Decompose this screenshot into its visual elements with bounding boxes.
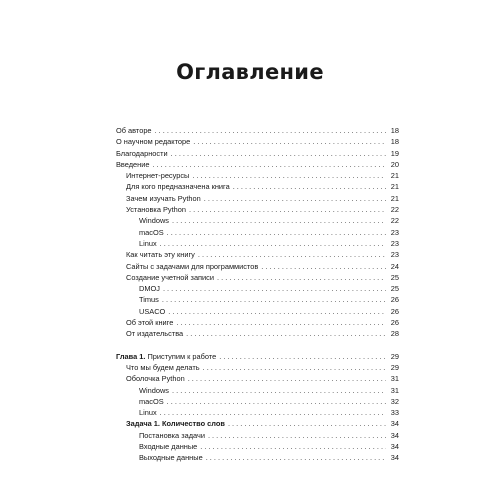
page-title: Оглавление: [176, 60, 324, 84]
leader-dots: [204, 193, 386, 204]
toc-entry-label: USACO: [139, 306, 166, 316]
task-title: Количество слов: [159, 419, 225, 429]
toc-entry-label: DMOJ: [139, 284, 160, 294]
toc-entry: [116, 407, 399, 418]
toc-entry: [116, 125, 399, 136]
toc-entry-label: Введение: [116, 159, 150, 169]
chapter-number: Глава 1.: [116, 351, 146, 361]
leader-dots: [167, 227, 386, 238]
toc-entry-label: Установка Python: [126, 205, 186, 215]
toc-entry-label: Timus: [139, 295, 159, 305]
toc-task-entries: [116, 430, 399, 464]
toc-entry-label: Оболочка Python: [126, 374, 185, 384]
toc-entry-page: 25: [390, 284, 399, 294]
toc-entry-page: 21: [390, 171, 399, 181]
toc-entry: [116, 362, 399, 373]
toc-entry: [116, 373, 399, 384]
leader-dots: [172, 385, 386, 396]
toc-entry-label: Как читать эту книгу: [126, 250, 195, 260]
leader-dots: [233, 181, 386, 192]
toc-entry-label: Что мы будем делать: [126, 362, 200, 372]
toc-chapter-heading: [116, 351, 399, 362]
toc-entry-page: 22: [390, 205, 399, 215]
leader-dots: [176, 317, 386, 328]
leader-dots: [167, 396, 386, 407]
toc-entry-page: 18: [390, 137, 399, 147]
toc-entry: [116, 227, 399, 238]
leader-dots: [189, 204, 386, 215]
toc-chapter-entries: [116, 362, 399, 418]
toc-entry-label: Linux: [139, 408, 157, 418]
toc-entry: [116, 396, 399, 407]
toc-entry-label: Зачем изучать Python: [126, 193, 201, 203]
toc-entry: [116, 261, 399, 272]
toc-entry: [116, 249, 399, 260]
toc-entry: [116, 136, 399, 147]
toc-entry-label: Входные данные: [139, 442, 198, 452]
leader-dots: [198, 249, 386, 260]
toc-entry-page: 24: [390, 261, 399, 271]
leader-dots: [163, 283, 386, 294]
toc-entry-page: 31: [390, 385, 399, 395]
toc-entry: [116, 283, 399, 294]
toc-entry: [116, 148, 399, 159]
leader-dots: [200, 441, 386, 452]
toc-entry-page: 34: [390, 442, 399, 452]
task-number: Задача 1.: [126, 419, 160, 429]
toc-entry-page: 20: [390, 159, 399, 169]
toc-entry-label: Интернет-ресурсы: [126, 171, 190, 181]
table-of-contents: [116, 125, 399, 464]
toc-entry-label: macOS: [139, 227, 164, 237]
toc-entry-page: 22: [390, 216, 399, 226]
leader-dots: [160, 238, 386, 249]
leader-dots: [155, 125, 386, 136]
toc-entry: [116, 430, 399, 441]
toc-entry-page: 26: [390, 318, 399, 328]
toc-entry-label: Постановка задачи: [139, 430, 205, 440]
toc-entry-label: Выходные данные: [139, 453, 203, 463]
toc-entry: [116, 238, 399, 249]
leader-dots: [160, 407, 386, 418]
toc-entry-label: [116, 351, 216, 362]
toc-entry: [116, 452, 399, 463]
toc-entry-label: Создание учетной записи: [126, 272, 215, 282]
toc-entry-label: О научном редакторе: [116, 137, 191, 147]
leader-dots: [228, 418, 386, 429]
toc-entry-label: Windows: [139, 216, 169, 226]
toc-entry-page: 34: [390, 453, 399, 463]
toc-entry: [116, 385, 399, 396]
toc-entry-page: 29: [390, 362, 399, 372]
toc-front-matter: [116, 125, 399, 340]
toc-entry-page: 34: [390, 430, 399, 440]
leader-dots: [162, 294, 386, 305]
toc-entry-page: 21: [390, 193, 399, 203]
leader-dots: [203, 362, 386, 373]
toc-entry-page: 18: [390, 126, 399, 135]
toc-entry-label: Linux: [139, 238, 157, 248]
toc-entry-label: macOS: [139, 396, 164, 406]
toc-entry: [116, 170, 399, 181]
toc-task-heading: [116, 418, 399, 429]
toc-entry-label: Об этой книге: [126, 318, 174, 328]
leader-dots: [152, 159, 386, 170]
toc-entry-page: 28: [390, 329, 399, 339]
toc-entry-page: 25: [390, 272, 399, 282]
leader-dots: [193, 136, 386, 147]
leader-dots: [206, 452, 386, 463]
toc-entry: [116, 215, 399, 226]
chapter-title: Приступим к работе: [145, 351, 217, 361]
toc-entry-page: 26: [390, 295, 399, 305]
section-gap: [116, 340, 399, 351]
leader-dots: [188, 373, 386, 384]
toc-entry: [116, 317, 399, 328]
toc-entry-page: 29: [390, 351, 399, 361]
leader-dots: [208, 430, 386, 441]
toc-entry-page: 21: [390, 182, 399, 192]
toc-entry-label: Об авторе: [116, 126, 152, 135]
toc-entry-page: 34: [390, 419, 399, 429]
toc-entry-label: [126, 418, 225, 429]
leader-dots: [261, 261, 386, 272]
toc-entry: [116, 204, 399, 215]
toc-entry-page: 23: [390, 238, 399, 248]
leader-dots: [192, 170, 386, 181]
toc-entry-label: Для кого предназначена книга: [126, 182, 230, 192]
toc-entry-label: Благодарности: [116, 148, 168, 158]
toc-entry-page: 19: [390, 148, 399, 158]
toc-entry: [116, 193, 399, 204]
toc-entry-page: 33: [390, 408, 399, 418]
toc-entry-page: 23: [390, 227, 399, 237]
toc-entry: [116, 294, 399, 305]
toc-entry: [116, 181, 399, 192]
toc-entry-label: От издательства: [126, 329, 184, 339]
leader-dots: [186, 328, 386, 339]
toc-entry: [116, 441, 399, 452]
leader-dots: [219, 351, 386, 362]
toc-entry: [116, 306, 399, 317]
toc-entry: [116, 272, 399, 283]
toc-entry-label: Windows: [139, 385, 169, 395]
toc-entry: [116, 159, 399, 170]
toc-entry-label: Сайты с задачами для программистов: [126, 261, 259, 271]
toc-entry: [116, 328, 399, 339]
leader-dots: [217, 272, 386, 283]
toc-entry-page: 23: [390, 250, 399, 260]
toc-entry-page: 32: [390, 396, 399, 406]
toc-entry-page: 26: [390, 306, 399, 316]
leader-dots: [168, 306, 386, 317]
leader-dots: [171, 148, 386, 159]
toc-entry-page: 31: [390, 374, 399, 384]
leader-dots: [172, 215, 386, 226]
